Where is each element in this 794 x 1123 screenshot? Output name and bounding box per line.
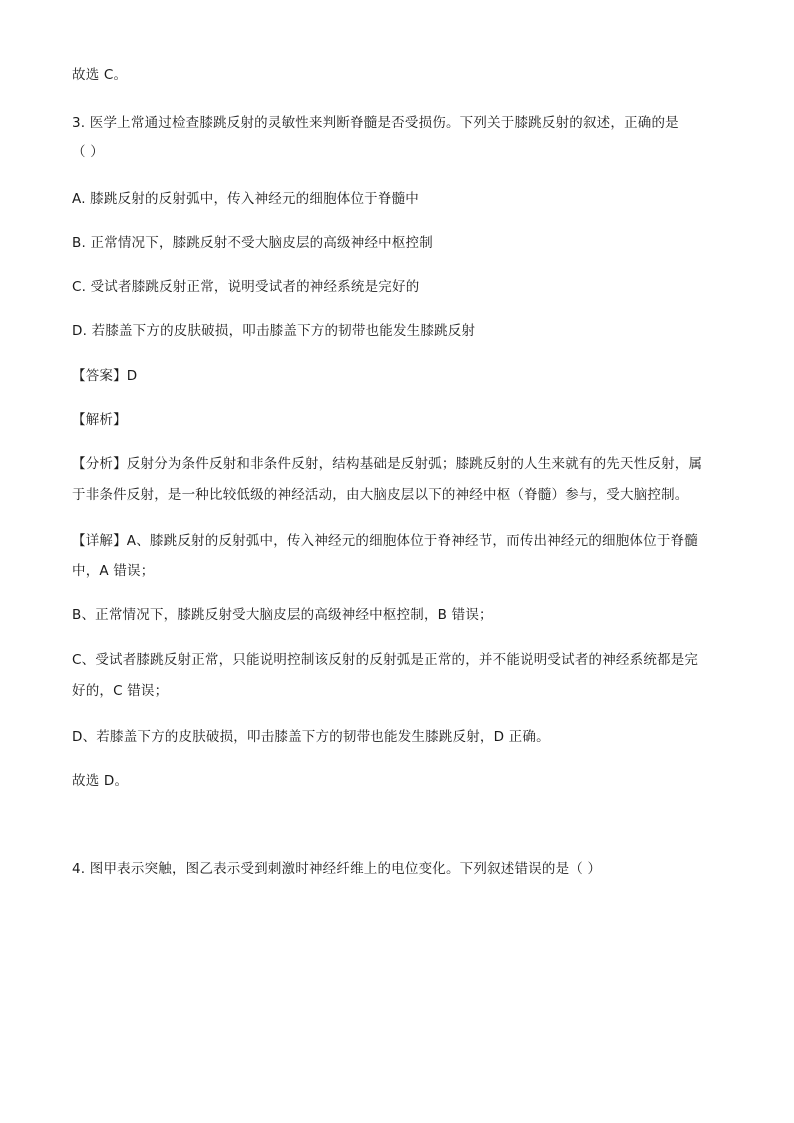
q3-conclusion: 故选 D。 (72, 773, 129, 789)
q3-option-c: C. 受试者膝跳反射正常，说明受试者的神经系统是完好的 (72, 279, 420, 295)
q3-c-explanation-line2: 好的，C 错误； (72, 683, 169, 699)
q3-analysis-heading: 【解析】 (72, 412, 127, 428)
q3-fenxi-line2: 于非条件反射，是一种比较低级的神经活动，由大脑皮层以下的神经中枢（脊髓）参与，受大脑控制。 (72, 487, 689, 503)
q3-fenxi-line1: 【分析】反射分为条件反射和非条件反射，结构基础是反射弧；膝跳反射的人生来就有的先天性反射，属 (72, 456, 703, 472)
q3-c-explanation-line1: C、受试者膝跳反射正常，只能说明控制该反射的反射弧是正常的，并不能说明受试者的神经系统都是完 (72, 652, 699, 668)
q3-xiangjie-line2: 中，A 错误； (72, 563, 155, 579)
q3-d-explanation: D、若膝盖下方的皮肤破损，叩击膝盖下方的韧带也能发生膝跳反射，D 正确。 (72, 729, 550, 745)
q3-answer: 【答案】D (72, 368, 138, 384)
q3-option-d: D. 若膝盖下方的皮肤破损，叩击膝盖下方的韧带也能发生膝跳反射 (72, 323, 476, 339)
q3-xiangjie-line1: 【详解】A、膝跳反射的反射弧中，传入神经元的细胞体位于脊神经节，而传出神经元的细胞体位于脊髓 (72, 533, 698, 549)
q4-stem: 4. 图甲表示突触，图乙表示受到刺激时神经纤维上的电位变化。下列叙述错误的是（ ） (72, 861, 602, 877)
q3-option-a: A. 膝跳反射的反射弧中，传入神经元的细胞体位于脊髓中 (72, 191, 419, 207)
q3-stem-line2: （ ） (72, 144, 104, 160)
q3-b-explanation: B、正常情况下，膝跳反射受大脑皮层的高级神经中枢控制，B 错误； (72, 607, 493, 623)
q3-stem-line1: 3. 医学上常通过检查膝跳反射的灵敏性来判断脊髓是否受损伤。下列关于膝跳反射的叙述，正确的是 (72, 115, 679, 131)
q3-option-b: B. 正常情况下，膝跳反射不受大脑皮层的高级神经中枢控制 (72, 235, 433, 251)
prev-conclusion: 故选 C。 (72, 67, 128, 83)
